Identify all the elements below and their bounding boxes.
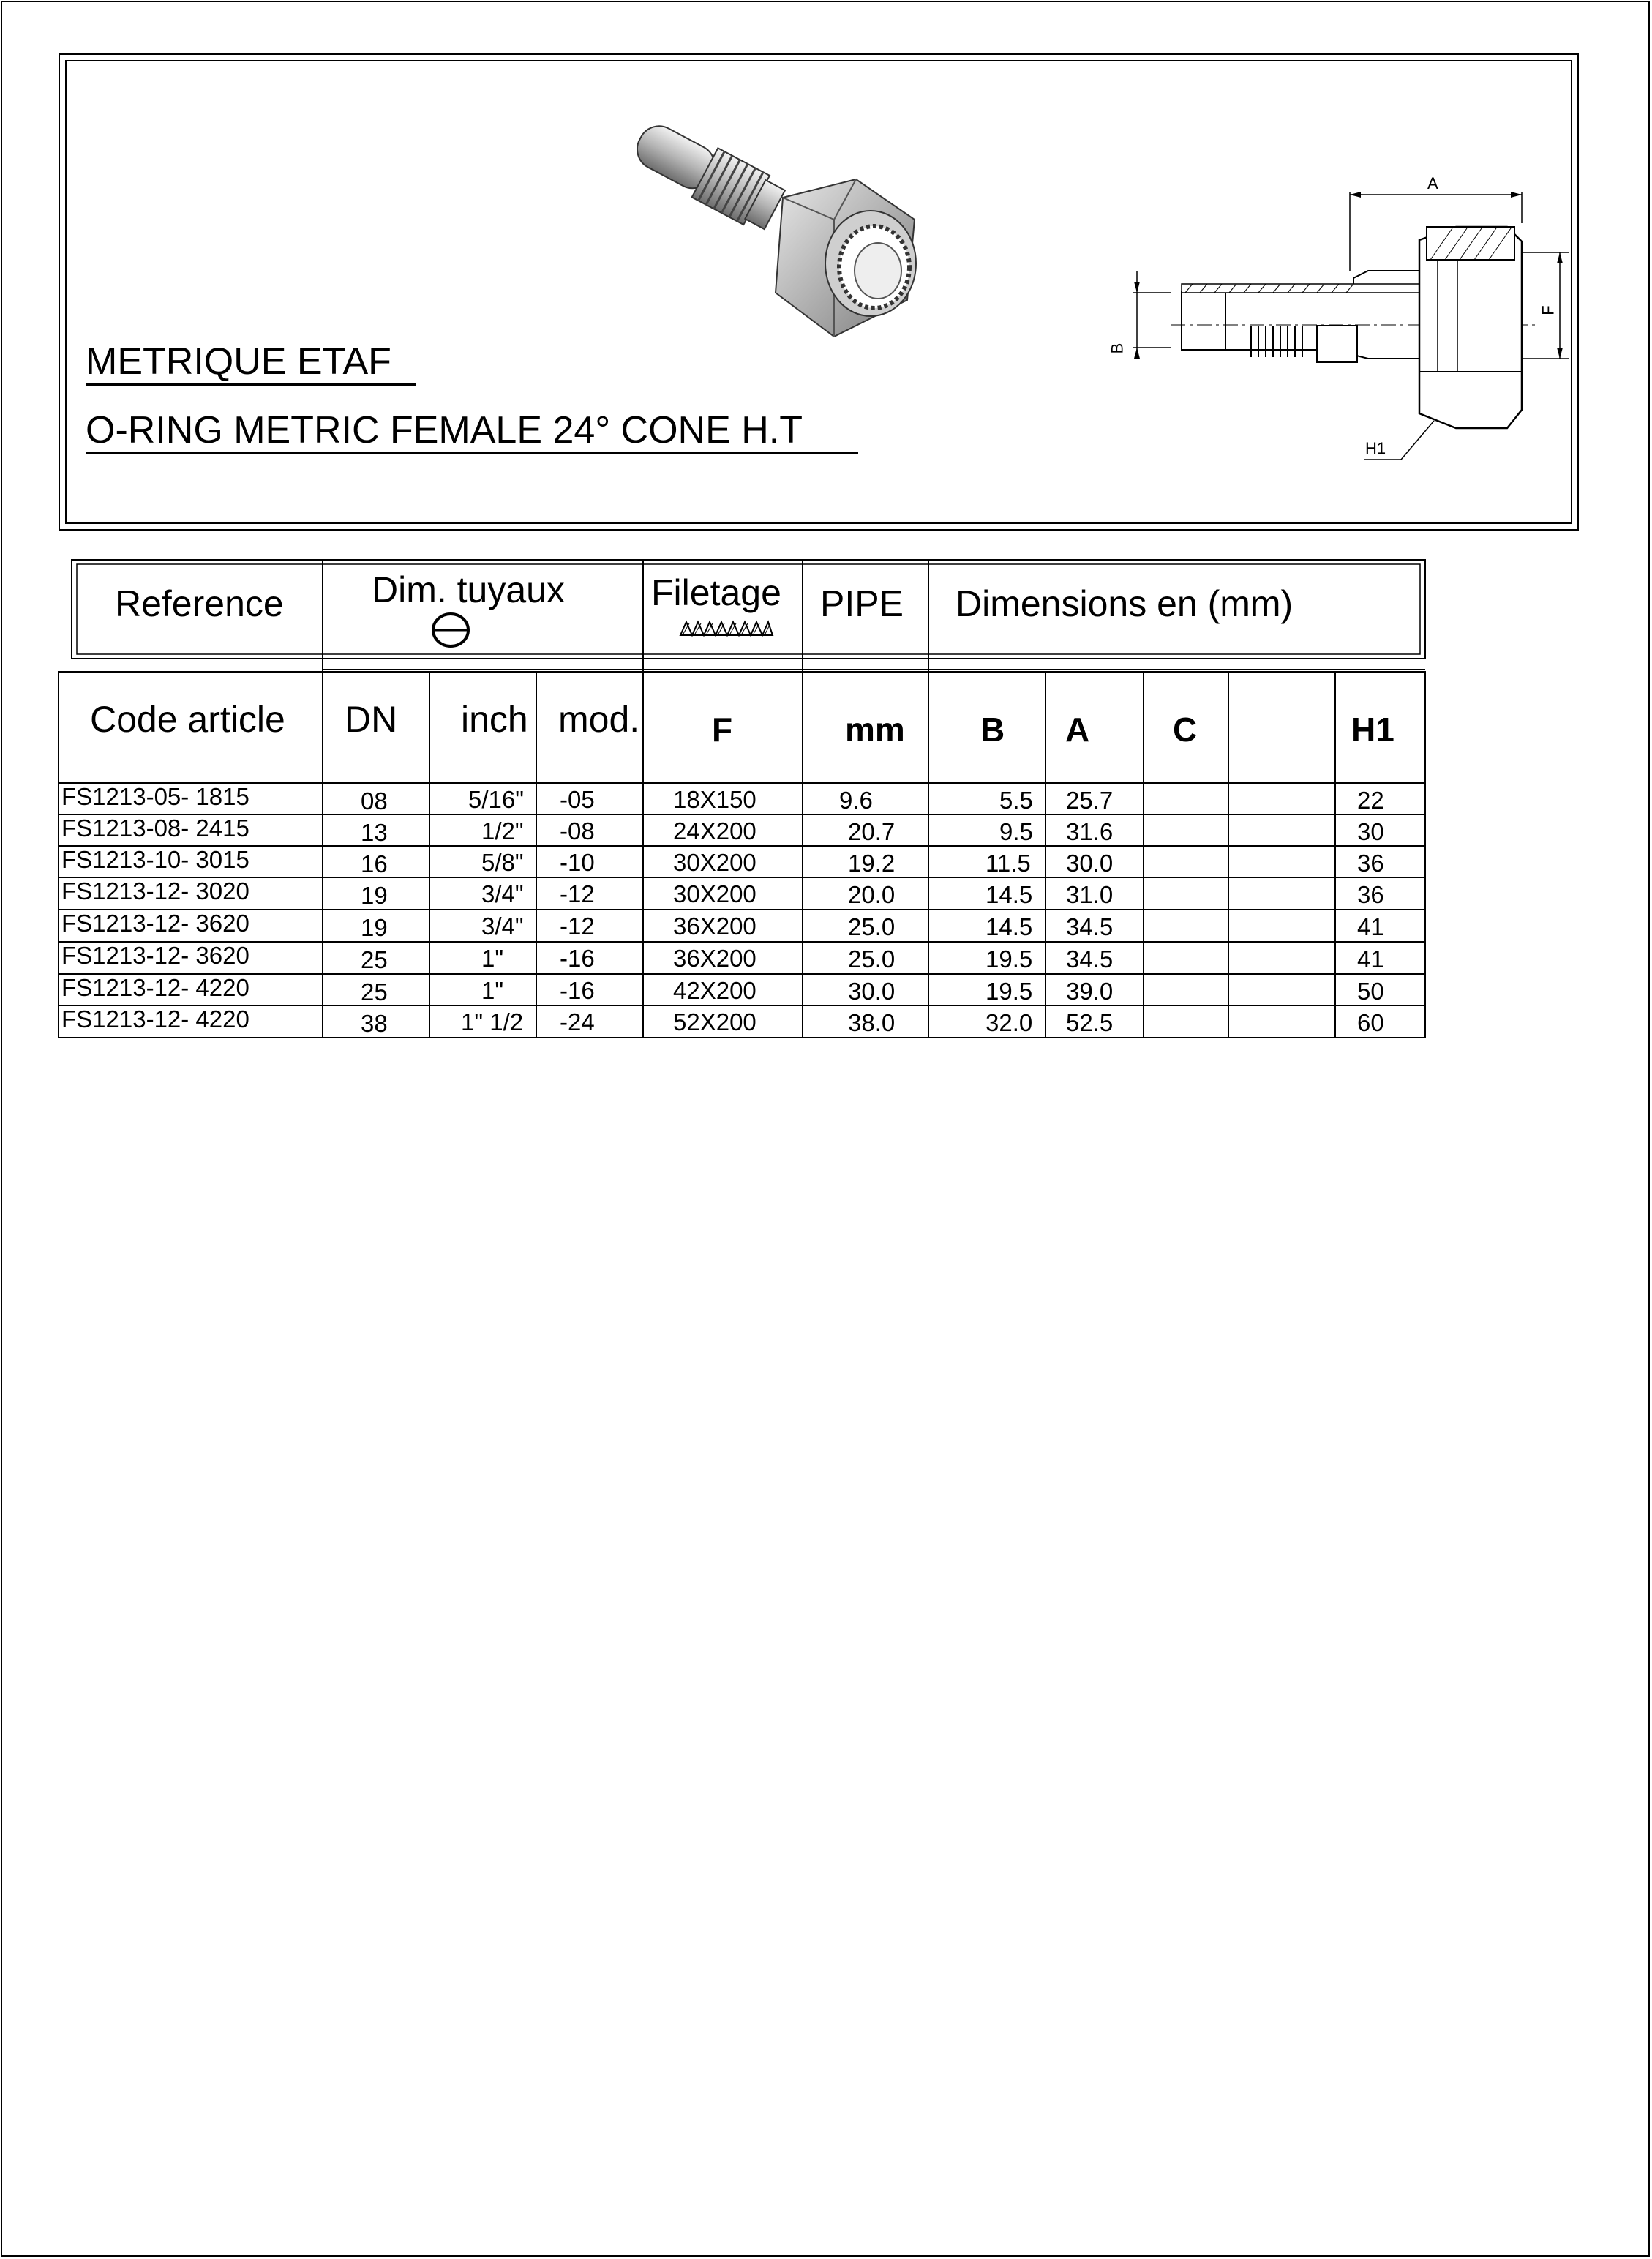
table-cell: 3/4" [481, 913, 524, 940]
header-dim-tuyaux: Dim. tuyaux [372, 569, 565, 610]
table-cell: 19 [361, 882, 388, 909]
table-cell: 39.0 [1066, 978, 1114, 1005]
table-cell: 30X200 [673, 880, 756, 907]
table-cell: 08 [361, 787, 388, 814]
table-cell: 34.5 [1066, 913, 1114, 940]
header-reference: Reference [115, 583, 284, 624]
col-inch: inch [461, 699, 528, 740]
table-cell: -16 [560, 945, 595, 972]
thread-icon [679, 616, 774, 638]
col-a: A [1065, 711, 1090, 749]
col-b: B [980, 711, 1005, 749]
table-cell: 30 [1357, 818, 1384, 845]
table-cell: FS1213-12- 3620 [61, 942, 249, 969]
table-cell: FS1213-12- 3020 [61, 877, 249, 904]
table-cell: FS1213-12- 4220 [61, 974, 249, 1001]
table-cell: 60 [1357, 1009, 1384, 1036]
table-cell: 1/2" [481, 817, 524, 844]
table-cell: 1" [481, 977, 504, 1004]
label-b: B [1108, 342, 1127, 354]
table-cell: -12 [560, 880, 595, 907]
table-cell: 11.5 [985, 850, 1031, 877]
col-dn: DN [345, 699, 398, 740]
table-cell: 16 [361, 850, 388, 877]
table-cell: 25 [361, 978, 388, 1005]
table-cell: 5/16" [468, 786, 524, 813]
header-filetage: Filetage [651, 572, 781, 613]
table-cell: 42X200 [673, 977, 756, 1004]
col-code-article: Code article [90, 699, 285, 740]
table-cell: 9.6 [839, 787, 873, 814]
table-cell: 38.0 [848, 1009, 896, 1036]
table-cell: 30X200 [673, 849, 756, 876]
table-cell: FS1213-08- 2415 [61, 814, 249, 842]
table-cell: 13 [361, 819, 388, 846]
table-cell: 38 [361, 1010, 388, 1037]
table-cell: FS1213-10- 3015 [61, 846, 249, 873]
table-cell: 41 [1357, 913, 1384, 940]
table-cell: 19.5 [985, 978, 1033, 1005]
col-mm: mm [845, 711, 905, 749]
table-cell: 24X200 [673, 817, 756, 844]
table-cell: 20.0 [848, 881, 896, 908]
header-pipe: PIPE [820, 583, 904, 624]
title-metrique-etaf: METRIQUE ETAF [86, 340, 391, 383]
header-dimensions: Dimensions en (mm) [955, 583, 1294, 624]
col-c: C [1173, 711, 1198, 749]
table-cell: 52.5 [1066, 1009, 1114, 1036]
col-mod: mod. [558, 699, 640, 740]
label-a: A [1427, 174, 1438, 192]
table-cell: 41 [1357, 945, 1384, 973]
col-f: F [712, 711, 733, 749]
label-f: F [1539, 305, 1558, 315]
table-cell: 14.5 [985, 881, 1033, 908]
table-cell: 36 [1357, 850, 1384, 877]
table-cell: 50 [1357, 978, 1384, 1005]
table-cell: 5/8" [481, 849, 524, 876]
table-cell: 25.0 [848, 945, 896, 973]
table-cell: 5.5 [999, 787, 1033, 814]
table-cell: 1" 1/2 [461, 1008, 524, 1035]
table-cell: 25 [361, 946, 388, 973]
table-cell: -08 [560, 817, 595, 844]
table-cell: 20.7 [848, 818, 896, 845]
table-cell: 22 [1357, 787, 1384, 814]
table-cell: 19.5 [985, 945, 1033, 973]
table-cell: 9.5 [999, 818, 1033, 845]
table-cell: FS1213-12- 3620 [61, 910, 249, 937]
table-cell: 31.0 [1066, 881, 1114, 908]
table-cell: -24 [560, 1008, 595, 1035]
table-cell: 19.2 [848, 850, 896, 877]
table-cell: 31.6 [1066, 818, 1114, 845]
table-cell: 3/4" [481, 880, 524, 907]
label-h1: H1 [1365, 439, 1386, 457]
table-cell: 18X150 [673, 786, 756, 813]
table-cell: FS1213-12- 4220 [61, 1005, 249, 1033]
table-cell: FS1213-05- 1815 [61, 783, 249, 810]
table-cell: 32.0 [985, 1009, 1033, 1036]
table-cell: 30.0 [1066, 850, 1114, 877]
table-cell: 19 [361, 914, 388, 941]
table-cell: 14.5 [985, 913, 1033, 940]
table-cell: -12 [560, 913, 595, 940]
table-cell: 1" [481, 945, 504, 972]
title-oring-metric: O-RING METRIC FEMALE 24° CONE H.T [86, 409, 803, 452]
table-cell: 52X200 [673, 1008, 756, 1035]
table-cell: -05 [560, 786, 595, 813]
pipe-circle-icon [430, 611, 471, 649]
table-cell: 25.7 [1066, 787, 1114, 814]
table-cell: 25.0 [848, 913, 896, 940]
col-h1: H1 [1351, 711, 1394, 749]
table-cell: 34.5 [1066, 945, 1114, 973]
table-cell: 36 [1357, 881, 1384, 908]
table-cell: -16 [560, 977, 595, 1004]
table-cell: -10 [560, 849, 595, 876]
table-cell: 30.0 [848, 978, 896, 1005]
table-cell: 36X200 [673, 913, 756, 940]
table-cell: 36X200 [673, 945, 756, 972]
